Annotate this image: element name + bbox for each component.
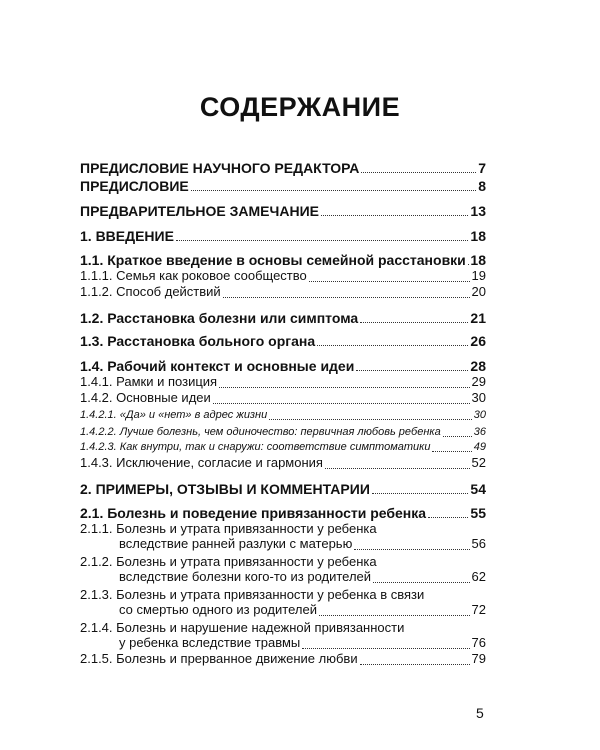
- leader-dots: [321, 206, 468, 217]
- toc-entry: [80, 310, 486, 326]
- toc-entry-page: 28: [470, 358, 486, 374]
- toc-entry: [80, 228, 486, 244]
- toc-entry-label: 2.1.5. Болезнь и прерванное движение любви: [80, 651, 358, 666]
- leader-dots: [191, 181, 476, 192]
- toc-entry-page: 21: [470, 310, 486, 326]
- toc-entry-label: 1.4.2.1. «Да» и «нет» в адрес жизни: [80, 409, 268, 421]
- leader-dots: [360, 313, 468, 324]
- toc-entry-page: 29: [471, 374, 486, 389]
- toc-entry: [119, 636, 486, 651]
- toc-entry-label: 1.1. Краткое введение в основы семейной расстановки: [80, 252, 466, 268]
- toc-entry-label: 1.1.2. Способ действий: [80, 284, 221, 299]
- toc-entry-page: 13: [470, 203, 486, 219]
- toc-entry-label: со смертью одного из родителей: [119, 602, 317, 617]
- toc-entry: [80, 285, 486, 300]
- leader-dots: [176, 231, 468, 242]
- toc-entry: [80, 456, 486, 471]
- toc-entry: [80, 652, 486, 667]
- toc-entry: [80, 409, 486, 422]
- toc-entry-page: 30: [471, 390, 486, 405]
- toc-entry-page: 56: [471, 536, 486, 551]
- toc-entry-page: 26: [470, 333, 486, 349]
- toc-entry: [80, 160, 486, 176]
- leader-dots: [319, 605, 470, 615]
- toc-entry-label: 1.4.2. Основные идеи: [80, 390, 211, 405]
- toc-entry-label: у ребенка вследствие травмы: [119, 635, 301, 650]
- toc-entry-label: 1. ВВЕДЕНИЕ: [80, 228, 174, 244]
- toc-entry: [80, 481, 486, 497]
- toc-entry: [80, 203, 486, 219]
- toc-entry-page: 20: [471, 284, 486, 299]
- toc-entry-page: 55: [470, 505, 486, 521]
- toc-entry: [80, 178, 486, 194]
- toc-entry-page: 72: [471, 602, 486, 617]
- toc-entry: [80, 441, 486, 454]
- toc-entry-label: 1.4.3. Исключение, согласие и гармония: [80, 455, 323, 470]
- leader-dots: [356, 361, 468, 372]
- toc-entry: [119, 570, 486, 585]
- leader-dots: [317, 336, 468, 347]
- toc-entry-page: 7: [478, 160, 486, 176]
- leader-dots: [432, 443, 471, 452]
- toc-entry: [80, 358, 486, 374]
- toc-entry-label: 1.4.2.2. Лучше болезнь, чем одиночество: первичная любовь ребенка: [80, 426, 441, 438]
- toc-entry-line1: 2.1.2. Болезнь и утрата привязанности у ребенка: [80, 554, 377, 569]
- toc-entry-page: 19: [471, 268, 486, 283]
- toc-entry-page: 54: [470, 481, 486, 497]
- toc-entry-line1: 2.1.4. Болезнь и нарушение надежной привязанности: [80, 620, 405, 635]
- toc-entry: [80, 505, 486, 521]
- toc-entry-page: 18: [470, 252, 486, 268]
- page-number: 5: [476, 705, 484, 721]
- toc-entry-page: 79: [471, 651, 486, 666]
- toc-entry-page: 49: [473, 441, 486, 453]
- toc-entry-label: 1.4.2.3. Как внутри, так и снаружи: соответствие симптоматики: [80, 441, 431, 453]
- toc-entry-label: 1.4. Рабочий контекст и основные идеи: [80, 358, 355, 374]
- toc-entry-label: 2.1. Болезнь и поведение привязанности ребенка: [80, 505, 427, 521]
- toc-entry-page: 8: [478, 178, 486, 194]
- leader-dots: [302, 638, 469, 648]
- toc-entry-line1: 2.1.1. Болезнь и утрата привязанности у ребенка: [80, 521, 377, 536]
- toc-entry-page: 36: [473, 426, 486, 438]
- toc-entry-line1: 2.1.3. Болезнь и утрата привязанности у ребенка в связи: [80, 587, 425, 602]
- toc-entry: [80, 333, 486, 349]
- toc-entry-label: 1.1.1. Семья как роковое сообщество: [80, 268, 307, 283]
- toc-entry-page: 30: [473, 409, 486, 421]
- toc-entry-label: вследствие ранней разлуки с матерью: [119, 536, 353, 551]
- leader-dots: [354, 539, 469, 549]
- toc-entry-label: ПРЕДИСЛОВИЕ: [80, 178, 189, 194]
- toc-entry: [80, 426, 486, 439]
- toc-entry-page: 76: [471, 635, 486, 650]
- leader-dots: [428, 508, 468, 519]
- leader-dots: [361, 163, 476, 174]
- toc-entry-label: вследствие болезни кого-то из родителей: [119, 569, 372, 584]
- leader-dots: [443, 428, 472, 437]
- toc-entry: [80, 375, 486, 390]
- toc-entry-page: 18: [470, 228, 486, 244]
- toc-entry: [80, 269, 486, 284]
- toc-entry-page: 62: [471, 569, 486, 584]
- page-title: СОДЕРЖАНИЕ: [199, 92, 401, 122]
- leader-dots: [372, 484, 469, 495]
- toc-entry-label: ПРЕДВАРИТЕЛЬНОЕ ЗАМЕЧАНИЕ: [80, 203, 319, 219]
- leader-dots: [269, 411, 472, 420]
- leader-dots: [325, 458, 470, 468]
- leader-dots: [468, 255, 469, 266]
- leader-dots: [373, 572, 469, 582]
- leader-dots: [213, 393, 470, 403]
- toc-entry-label: 1.4.1. Рамки и позиция: [80, 374, 218, 389]
- toc-entry-label: 1.3. Расстановка больного органа: [80, 333, 316, 349]
- toc-entry-label: 1.2. Расстановка болезни или симптома: [80, 310, 359, 326]
- leader-dots: [309, 271, 470, 281]
- leader-dots: [219, 377, 469, 387]
- toc-entry-page: 52: [471, 455, 486, 470]
- toc-entry: [119, 603, 486, 618]
- toc-entry: [80, 391, 486, 406]
- toc-entry: [80, 252, 486, 268]
- toc-entry-label: 2. ПРИМЕРЫ, ОТЗЫВЫ И КОММЕНТАРИИ: [80, 481, 370, 497]
- toc-entry-label: ПРЕДИСЛОВИЕ НАУЧНОГО РЕДАКТОРА: [80, 160, 360, 176]
- leader-dots: [360, 654, 470, 664]
- toc-entry: [119, 537, 486, 552]
- leader-dots: [223, 287, 470, 297]
